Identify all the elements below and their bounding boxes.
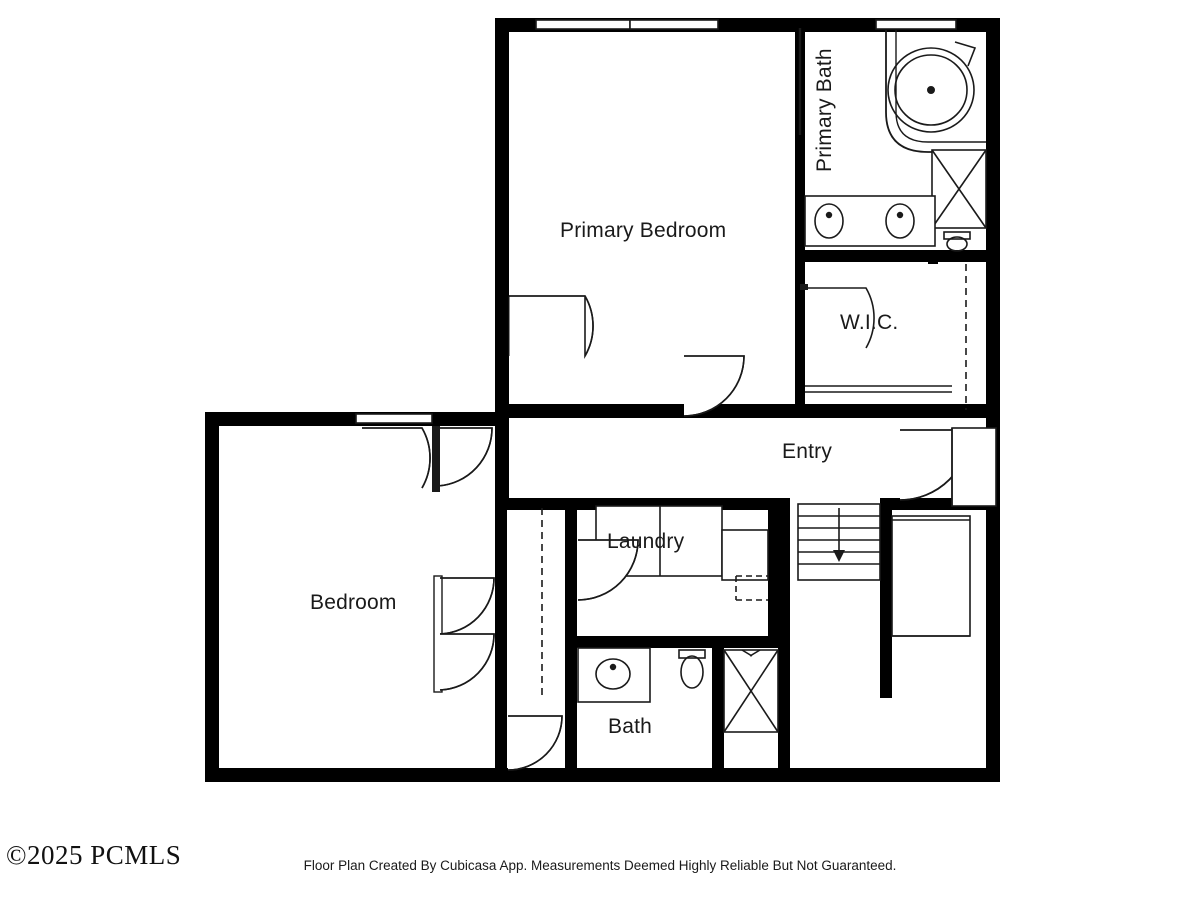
room-label-bath: Bath [608,715,652,738]
right-closet [892,516,970,636]
room-label-primary-bedroom: Primary Bedroom [560,219,727,242]
room-label-bedroom: Bedroom [310,591,397,614]
stairs [798,504,880,580]
room-label-wic: W.I.C. [840,311,899,334]
room-label-laundry: Laundry [607,530,685,553]
copyright-watermark: ©2025 PCMLS [6,840,182,870]
room-label-primary-bath: Primary Bath [813,48,836,172]
disclaimer-text: Floor Plan Created By Cubicasa App. Measurements Deemed Highly Reliable But Not Guaranteed. [303,858,897,873]
room-label-entry: Entry [782,440,833,463]
